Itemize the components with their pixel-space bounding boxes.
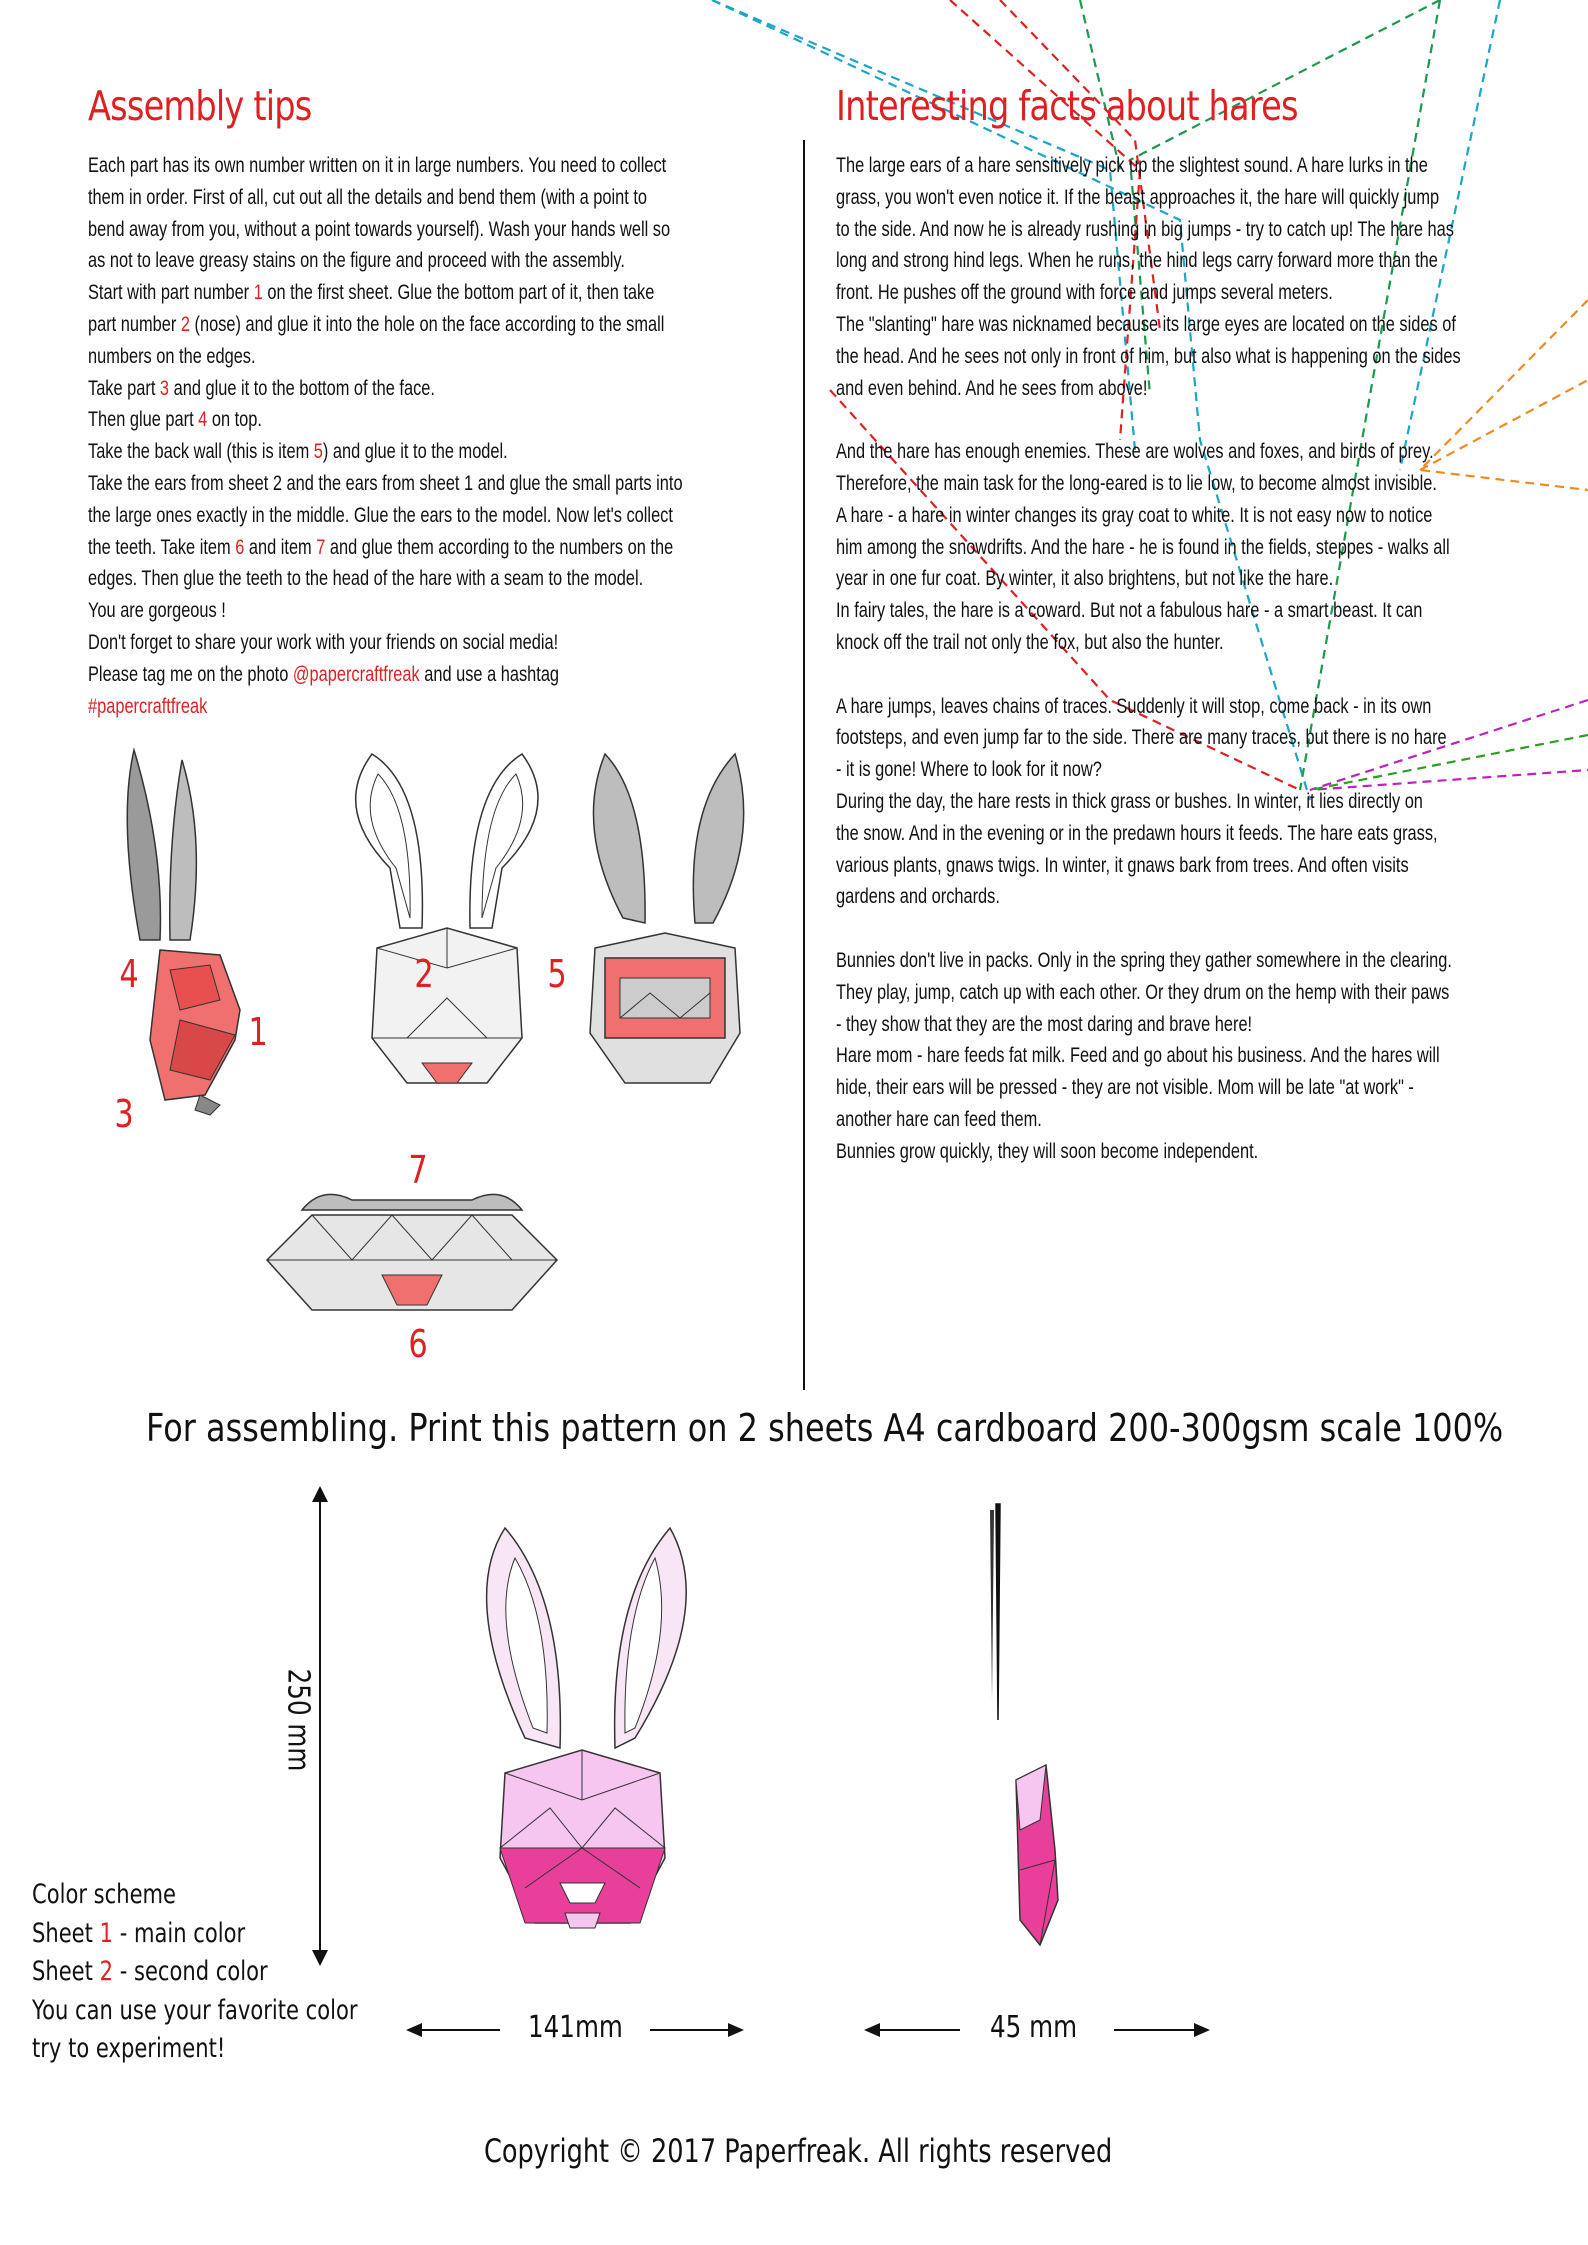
assembly-tips-line: numbers on the edges. [88, 344, 256, 368]
copyright: Copyright © 2017 Paperfreak. All rights reserved [484, 2132, 1113, 2170]
assembly-tips-line: Each part has its own number written on it in large numbers. You need to collect [88, 154, 667, 177]
color-scheme-sheet1: Sheet 1 - main color [32, 1917, 246, 1949]
hare-facts-line: and even behind. And he sees from above! [836, 376, 1148, 400]
assembly-tips-line: them in order. First of all, cut out all the details and bend them (with a point to [88, 185, 648, 209]
hare-facts-line: - they show that they are the most daring and brave here! [836, 1012, 1253, 1036]
depth-arrow-right [1114, 2020, 1210, 2040]
hare-facts-line: grass, you won't even notice it. If the beast approaches it, the hare will quickly jump [836, 185, 1440, 209]
hare-facts-line: They play, jump, catch up with each other. Or they drum on the hemp with their paws [836, 980, 1450, 1004]
hare-facts-line: The large ears of a hare sensitively pick up the slightest sound. A hare lurks in the [836, 154, 1428, 177]
label-part-3: 3 [114, 1092, 134, 1136]
label-part-2: 2 [414, 952, 434, 996]
assembly-tips-line: the teeth. Take item 6 and item 7 and glue them according to the numbers on the [88, 535, 674, 559]
assembly-tips-text [88, 150, 774, 722]
hare-facts-line: Therefore, the main task for the long-eared is to lie low, to become almost invisible. [836, 471, 1437, 495]
hare-facts-line: another hare can feed them. [836, 1107, 1042, 1131]
hare-front-preview [465, 1518, 700, 1948]
assembly-diagram-back [575, 748, 755, 1128]
label-part-5: 5 [547, 952, 567, 996]
hare-facts-line: various plants, gnaws twigs. In winter, it gnaws bark from trees. And often visits [836, 853, 1409, 877]
label-part-6: 6 [408, 1322, 428, 1366]
hare-facts-line: knock off the trail not only the fox, but also the hunter. [836, 630, 1224, 654]
assembly-tips-line: part number 2 (nose) and glue it into the hole on the face according to the small [88, 312, 665, 336]
hare-facts-line: year in one fur coat. By winter, it also brightens, but not like the hare. [836, 567, 1334, 591]
height-label-wrap [281, 1647, 316, 1792]
color-scheme [32, 1876, 357, 2069]
hare-facts-line: the head. And he sees not only in front of him, but also what is happening on the sides [836, 344, 1461, 368]
hare-facts-line: hide, their ears will be pressed - they are not visible. Mom will be late "at work" - [836, 1076, 1414, 1100]
hare-facts-line: long and strong hind legs. When he runs, the hind legs carry forward more than the [836, 249, 1438, 273]
column-divider [803, 140, 805, 1390]
hare-facts-line: Bunnies grow quickly, they will soon become independent. [836, 1139, 1259, 1163]
hare-facts-line: front. He pushes off the ground with force and jumps several meters. [836, 281, 1333, 305]
paragraph-gap [836, 913, 1588, 945]
hare-facts-line: Bunnies don't live in packs. Only in the spring they gather somewhere in the clearing. [836, 948, 1452, 972]
paragraph-gap [836, 659, 1588, 691]
label-part-4: 4 [119, 952, 139, 996]
assembly-tips-line: Please tag me on the photo @papercraftfreak and use a hashtag [88, 662, 560, 686]
width-label: 141mm [528, 2010, 623, 2045]
color-scheme-sheet2: Sheet 2 - second color [32, 1956, 268, 1987]
assembly-tips-line: as not to leave greasy stains on the figure and proceed with the assembly. [88, 249, 625, 273]
hare-facts-line: During the day, the hare rests in thick grass or bushes. In winter, it lies directly on [836, 789, 1423, 813]
hare-facts-line: The "slanting" hare was nicknamed because its large eyes are located on the sides of [836, 312, 1456, 336]
hare-facts-title: Interesting facts about hares [836, 82, 1298, 130]
hare-facts-line: gardens and orchards. [836, 885, 1000, 909]
hare-facts-line: A hare - a hare in winter changes its gray coat to white. It is not easy now to notice [836, 503, 1433, 527]
hare-facts-line: - it is gone! Where to look for it now? [836, 758, 1102, 782]
hare-facts-line: footsteps, and even jump far to the side. There are many traces, but there is no hare [836, 726, 1447, 750]
width-arrow-right [650, 2020, 744, 2040]
hare-facts-line: Hare mom - hare feeds fat milk. Feed and go about his business. And the hares will [836, 1044, 1440, 1068]
assembly-tips-title: Assembly tips [88, 82, 312, 130]
label-part-7: 7 [408, 1148, 428, 1192]
assembly-diagram-side [110, 740, 270, 1140]
color-scheme-note1: You can use your favorite color [32, 1994, 358, 2026]
label-part-1: 1 [248, 1010, 268, 1054]
assembly-tips-line: Don't forget to share your work with your friends on social media! [88, 630, 559, 654]
paragraph-gap [836, 404, 1588, 436]
hare-facts-line: In fairy tales, the hare is a coward. But not a fabulous hare - a smart beast. It can [836, 599, 1423, 623]
assembly-diagram-teeth [262, 1180, 562, 1330]
assembly-tips-line: bend away from you, without a point towards yourself). Wash your hands well so [88, 217, 671, 241]
depth-label: 45 mm [990, 2010, 1078, 2045]
depth-arrow-left [864, 2020, 960, 2040]
hare-side-preview [980, 1500, 1070, 1950]
hare-facts-line: A hare jumps, leaves chains of traces. Suddenly it will stop, come back - in its own [836, 694, 1432, 718]
assembly-tips-line: edges. Then glue the teeth to the head of the hare with a seam to the model. [88, 567, 644, 591]
hare-facts-line: And the hare has enough enemies. These are wolves and foxes, and birds of prey. [836, 440, 1434, 464]
hare-facts-line: to the side. And now he is already rushing in big jumps - try to catch up! The hare has [836, 217, 1454, 241]
assembly-tips-line: Start with part number 1 on the first sheet. Glue the bottom part of it, then take [88, 281, 655, 305]
assembly-tips-line: Then glue part 4 on top. [88, 408, 262, 432]
hare-facts-line: the snow. And in the evening or in the predawn hours it feeds. The hare eats grass, [836, 821, 1438, 845]
color-scheme-title: Color scheme [32, 1879, 177, 1910]
assembly-tips-line: Take the back wall (this is item 5) and glue it to the model. [88, 440, 508, 464]
assembly-tips-line: You are gorgeous ! [88, 599, 226, 623]
print-instruction: For assembling. Print this pattern on 2 sheets A4 cardboard 200-300gsm scale 100% [146, 1406, 1504, 1450]
hare-facts-text [836, 150, 1588, 1168]
assembly-tips-line: the large ones exactly in the middle. Glue the ears to the model. Now let's collect [88, 503, 673, 527]
assembly-tips-line: Take part 3 and glue it to the bottom of the face. [88, 376, 435, 400]
assembly-diagram-front [322, 748, 572, 1098]
height-label: 250 mm [281, 1660, 316, 1779]
assembly-tips-line: #papercraftfreak [88, 694, 208, 718]
width-arrow-left [406, 2020, 500, 2040]
assembly-tips-line: Take the ears from sheet 2 and the ears from sheet 1 and glue the small parts into [88, 471, 683, 495]
hare-facts-line: him among the snowdrifts. And the hare - he is found in the fields, steppes - walks all [836, 535, 1450, 559]
color-scheme-note2: try to experiment! [32, 2033, 226, 2064]
